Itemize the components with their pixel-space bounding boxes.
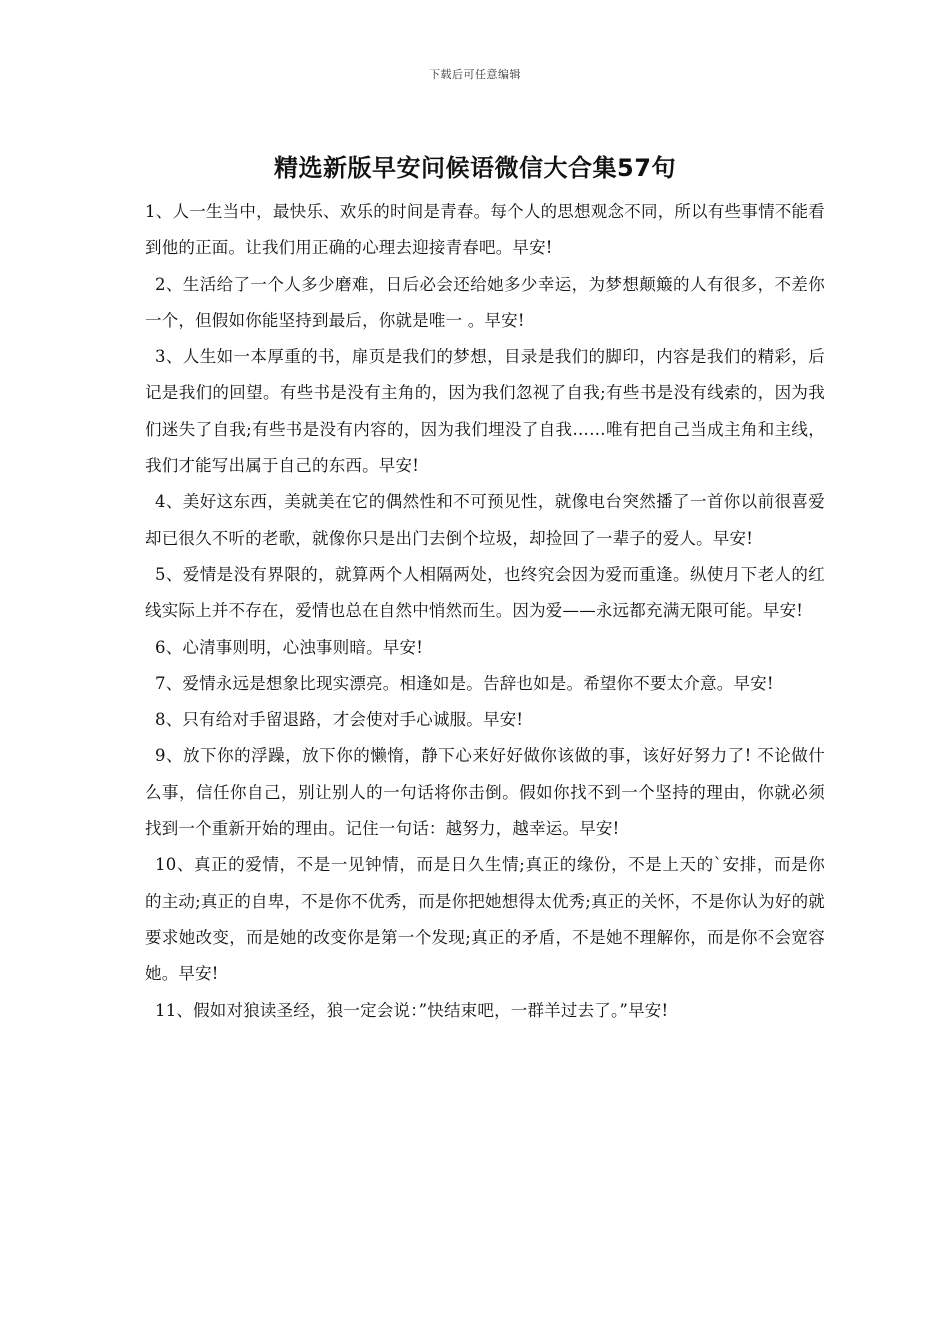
document-body bbox=[145, 194, 825, 1029]
paragraph-7: 7、爱情永远是想象比现实漂亮。相逢如是。告辞也如是。希望你不要太介意。早安! bbox=[155, 673, 774, 693]
paragraph-3: 3、人生如一本厚重的书，扉页是我们的梦想，目录是我们的脚印，内容是我们的精彩，后记是我们的回望。有些书是没有主角的，因为我们忽视了自我;有些书是没有线索的，因为我们迷失了自我;有些书是没有内容的，因为我们埋没了自我……唯有把自己当成主角和主线，我们才能写出属于自己的东西。早安! bbox=[145, 347, 825, 476]
paragraph-8: 8、只有给对手留退路，才会使对手心诚服。早安! bbox=[155, 710, 524, 730]
paragraph-11: 11、假如对狼读圣经，狼一定会说：”快结束吧，一群羊过去了。”早安! bbox=[155, 1000, 669, 1020]
document-title: 精选新版早安问候语微信大合集57句 bbox=[274, 154, 676, 182]
paragraph-4: 4、美好这东西，美就美在它的偶然性和不可预见性，就像电台突然播了一首你以前很喜爱却已很久不听的老歌，就像你只是出门去倒个垃圾，却捡回了一辈子的爱人。早安! bbox=[145, 492, 825, 548]
paragraph-1: 1、人一生当中，最快乐、欢乐的时间是青春。每个人的思想观念不同，所以有些事情不能看到他的正面。让我们用正确的心理去迎接青春吧。早安! bbox=[145, 202, 825, 258]
paragraph-5: 5、爱情是没有界限的，就算两个人相隔两处，也终究会因为爱而重逢。纵使月下老人的红线实际上并不存在，爱情也总在自然中悄然而生。因为爱——永远都充满无限可能。早安! bbox=[145, 564, 825, 621]
paragraph-2: 2、生活给了一个人多少磨难，日后必会还给她多少幸运，为梦想颠簸的人有很多，不差你一个，但假如你能坚持到最后，你就是唯一 。早安! bbox=[145, 274, 825, 330]
paragraph-10: 10、真正的爱情，不是一见钟情，而是日久生情;真正的缘份，不是上天的`安排，而是你的主动;真正的自卑，不是你不优秀，而是你把她想得太优秀;真正的关怀，不是你认为好的就要求她改变，而是她的改变你是第一个发现;真正的矛盾，不是她不理解你，而是你不会宽容她。早安! bbox=[145, 855, 825, 984]
header-note: 下载后可任意编辑 bbox=[429, 68, 521, 81]
paragraph-6: 6、心清事则明，心浊事则暗。早安! bbox=[155, 637, 424, 657]
paragraph-9: 9、放下你的浮躁，放下你的懒惰，静下心来好好做你该做的事，该好好努力了! 不论做什么事，信任你自己，别让别人的一句话将你击倒。假如你找不到一个坚持的理由，你就必须找到一个重新开始的理由。记住一句话：越努力，越幸运。早安! bbox=[145, 746, 825, 839]
